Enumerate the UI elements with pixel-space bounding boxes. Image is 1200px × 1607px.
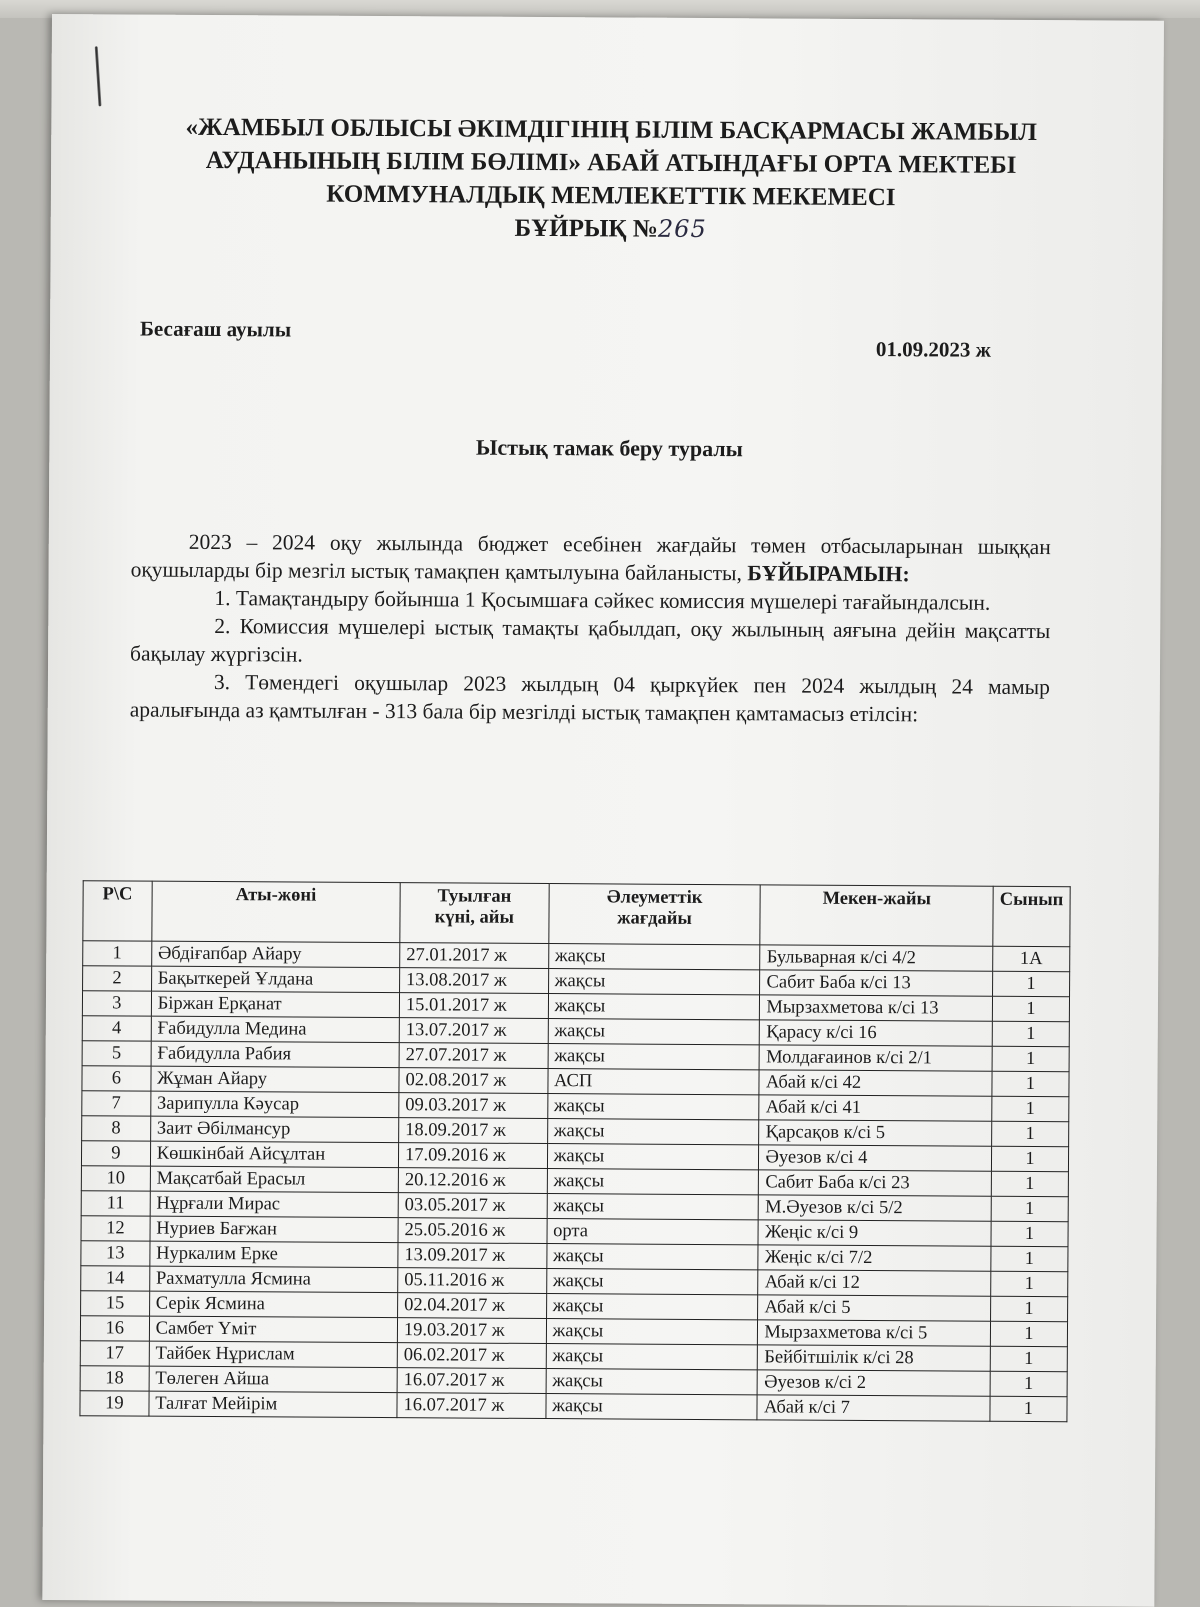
cell-status: жақсы [546, 1319, 758, 1345]
cell-address: Жеңіс к/сі 7/2 [758, 1245, 991, 1271]
cell-class: 1 [991, 1221, 1068, 1246]
order-line [111, 209, 1111, 248]
cell-birth: 02.04.2017 ж [398, 1293, 547, 1319]
cell-num: 1 [83, 941, 152, 966]
order-number-handwritten: 265 [657, 214, 707, 244]
cell-address: Абай к/сі 12 [758, 1270, 991, 1296]
cell-num: 18 [80, 1366, 149, 1391]
cell-num: 12 [81, 1216, 150, 1241]
cell-class: 1 [992, 1021, 1069, 1046]
cell-status: жақсы [547, 1169, 759, 1195]
cell-birth: 27.07.2017 ж [399, 1043, 548, 1069]
cell-name: Талғат Мейірім [149, 1391, 397, 1418]
cell-birth: 15.01.2017 ж [399, 993, 548, 1019]
header-num: Р\С [83, 881, 152, 941]
cell-name: Заит Әбілмансур [150, 1116, 398, 1143]
cell-birth: 25.05.2016 ж [398, 1218, 547, 1244]
cell-num: 2 [83, 966, 152, 991]
cell-birth: 27.01.2017 ж [400, 943, 549, 969]
cell-address: М.Әуезов к/сі 5/2 [759, 1195, 992, 1221]
header-social [548, 884, 760, 945]
cell-address: Әуезов к/сі 4 [759, 1145, 992, 1171]
cell-name: Біржан Ерқанат [151, 991, 399, 1018]
place-name: Бесағаш ауылы [140, 316, 292, 342]
cell-class: 1 [990, 1346, 1067, 1371]
cell-class: 1А [993, 946, 1070, 971]
header-birth-line-1: Туылған [437, 886, 512, 907]
cell-birth: 06.02.2017 ж [397, 1343, 546, 1369]
cell-class: 1 [991, 1271, 1068, 1296]
cell-status: жақсы [547, 1194, 759, 1220]
table-body [80, 941, 1070, 1422]
cell-class: 1 [990, 1396, 1067, 1421]
cell-birth: 13.08.2017 ж [400, 968, 549, 994]
cell-status: жақсы [548, 1019, 760, 1045]
cell-address: Қарсақов к/сі 5 [759, 1120, 992, 1146]
cell-status: жақсы [547, 1094, 759, 1120]
cell-num: 11 [81, 1191, 150, 1216]
cell-birth: 13.07.2017 ж [399, 1018, 548, 1044]
cell-address: Абай к/сі 7 [757, 1395, 990, 1421]
cell-class: 1 [992, 1071, 1069, 1096]
cell-status: жақсы [546, 1294, 758, 1320]
header-birth-line-2: күні, айы [434, 907, 514, 928]
decree-word: БҰЙЫРАМЫН: [747, 560, 910, 587]
cell-birth: 13.09.2017 ж [398, 1243, 547, 1269]
cell-class: 1 [990, 1321, 1067, 1346]
cell-name: Рахматулла Ясмина [149, 1266, 397, 1293]
cell-address: Қарасу к/сі 16 [760, 1020, 993, 1046]
header-line-3: КОММУНАЛДЫҚ МЕМЛЕКЕТТІК МЕКЕМЕСІ [326, 180, 896, 212]
cell-class: 1 [991, 1196, 1068, 1221]
cell-address: Абай к/сі 42 [759, 1070, 992, 1096]
cell-class: 1 [991, 1146, 1068, 1171]
header-birth [400, 883, 549, 944]
cell-address: Сабит Баба к/сі 13 [760, 970, 993, 996]
cell-birth: 03.05.2017 ж [398, 1193, 547, 1219]
document-title: Ыстық тамак беру туралы [475, 434, 743, 462]
cell-address: Мырзахметова к/сі 13 [760, 995, 993, 1021]
cell-name: Көшкінбай Айсұлтан [150, 1141, 398, 1168]
cell-status: жақсы [546, 1344, 758, 1370]
cell-name: Зарипулла Кәусар [150, 1091, 398, 1118]
header-name: Аты-жөні [152, 881, 401, 943]
cell-class: 1 [992, 1046, 1069, 1071]
cell-class: 1 [992, 971, 1069, 996]
header-address: Мекен-жайы [760, 885, 993, 946]
cell-birth: 16.07.2017 ж [397, 1368, 546, 1394]
cell-num: 16 [80, 1316, 149, 1341]
cell-name: Әбдіғапбар Айару [151, 941, 399, 968]
cell-name: Нуриев Бағжан [150, 1216, 398, 1243]
cell-num: 6 [82, 1066, 151, 1091]
cell-class: 1 [990, 1296, 1067, 1321]
cell-status: орта [547, 1219, 759, 1245]
cell-address: Сабит Баба к/сі 23 [759, 1170, 992, 1196]
order-label: БҰЙРЫҚ № [514, 214, 659, 243]
table-header-row [83, 881, 1070, 947]
cell-name: Бақыткерей Ұлдана [151, 966, 399, 993]
cell-address: Бульварная к/сі 4/2 [760, 945, 993, 971]
cell-address: Бейбітшілік к/сі 28 [758, 1345, 991, 1371]
intro-text: 2023 – 2024 оқу жылында бюджет есебінен жағдайы төмен отбасыларынан шыққан оқушыларды бір мезгіл ыстық тамақпен қамтылуына байланысты, [130, 529, 1051, 586]
cell-num: 19 [80, 1391, 149, 1416]
cell-address: Жеңіс к/сі 9 [758, 1220, 991, 1246]
header-line-1: «ЖАМБЫЛ ОБЛЫСЫ ӘКІМДІГІНІҢ БІЛІМ БАСҚАРМАСЫ ЖАМБЫЛ [185, 113, 1038, 147]
item-1: 1. Тамақтандыру бойынша 1 Қосымшаға сәйкес комиссия мүшелері тағайындалсын. [214, 586, 991, 615]
cell-name: Нуркалим Ерке [150, 1241, 398, 1268]
cell-birth: 18.09.2017 ж [399, 1118, 548, 1144]
cell-status: жақсы [547, 1119, 759, 1145]
cell-class: 1 [990, 1371, 1067, 1396]
cell-class: 1 [991, 1246, 1068, 1271]
cell-name: Самбет Үміт [149, 1316, 397, 1343]
header-line-2: АУДАНЫНЫҢ БІЛІМ БӨЛІМІ» АБАЙ АТЫНДАҒЫ ОРТА МЕКТЕБІ [205, 146, 1017, 179]
cell-name: Төлеген Айша [149, 1366, 397, 1393]
cell-birth: 09.03.2017 ж [399, 1093, 548, 1119]
cell-num: 8 [82, 1116, 151, 1141]
cell-address: Молдағаинов к/сі 2/1 [760, 1045, 993, 1071]
cell-name: Ғабидулла Медина [151, 1016, 399, 1043]
header-social-line-2: жағдайы [617, 908, 692, 929]
cell-class: 1 [992, 1096, 1069, 1121]
cell-birth: 17.09.2016 ж [398, 1143, 547, 1169]
header-social-line-1: Әлеуметтік [606, 887, 703, 908]
cell-num: 15 [81, 1291, 150, 1316]
cell-num: 3 [82, 991, 151, 1016]
cell-num: 9 [81, 1141, 150, 1166]
document-date: 01.09.2023 ж [875, 337, 992, 362]
cell-status: жақсы [548, 994, 760, 1020]
table-row [80, 1391, 1067, 1422]
cell-num: 7 [82, 1091, 151, 1116]
cell-status: жақсы [546, 1369, 758, 1395]
cell-address: Әуезов к/сі 2 [758, 1370, 991, 1396]
cell-birth: 05.11.2016 ж [398, 1268, 547, 1294]
cell-class: 1 [992, 1121, 1069, 1146]
cell-num: 17 [80, 1341, 149, 1366]
cell-birth: 20.12.2016 ж [398, 1168, 547, 1194]
cell-address: Мырзахметова к/сі 5 [758, 1320, 991, 1346]
cell-num: 10 [81, 1166, 150, 1191]
students-table-wrap [79, 880, 1070, 1422]
cell-birth: 16.07.2017 ж [397, 1393, 546, 1419]
cell-birth: 19.03.2017 ж [397, 1318, 546, 1344]
document-page [42, 14, 1164, 1607]
cell-name: Мақсатбай Ерасыл [150, 1166, 398, 1193]
staple-mark [95, 46, 102, 106]
cell-name: Жұман Айару [151, 1066, 399, 1093]
students-table [79, 880, 1070, 1422]
cell-address: Абай к/сі 5 [758, 1295, 991, 1321]
cell-status: жақсы [548, 969, 760, 995]
document-header [111, 110, 1112, 248]
cell-status: жақсы [548, 944, 760, 970]
cell-address: Абай к/сі 41 [759, 1095, 992, 1121]
cell-status: жақсы [547, 1144, 759, 1170]
cell-num: 5 [82, 1041, 151, 1066]
cell-num: 14 [81, 1266, 150, 1291]
item-2: 2. Комиссия мүшелері ыстық тамақты қабылдап, оқу жылының аяғына дейін мақсатты бақылау жүргізсін. [130, 614, 1051, 667]
cell-status: жақсы [548, 1044, 760, 1070]
cell-num: 4 [82, 1016, 151, 1041]
header-class: Сынып [993, 886, 1070, 946]
document-body [130, 527, 1051, 729]
cell-num: 13 [81, 1241, 150, 1266]
cell-status: жақсы [546, 1394, 758, 1420]
cell-name: Ғабидулла Рабия [151, 1041, 399, 1068]
cell-status: жақсы [546, 1244, 758, 1270]
item-3: 3. Төмендегі оқушылар 2023 жылдың 04 қыркүйек пен 2024 жылдың 24 мамыр аралығында аз қамтылған - 313 бала бір мезгілді ыстық тамақпен қамтамасыз етілсін: [129, 670, 1050, 727]
cell-name: Серік Ясмина [149, 1291, 397, 1318]
cell-class: 1 [991, 1171, 1068, 1196]
cell-name: Тайбек Нұрислам [149, 1341, 397, 1368]
cell-birth: 02.08.2017 ж [399, 1068, 548, 1094]
cell-class: 1 [992, 996, 1069, 1021]
cell-status: жақсы [546, 1269, 758, 1295]
intro-paragraph [131, 527, 1051, 589]
cell-status: АСП [548, 1069, 760, 1095]
cell-name: Нұрғали Мирас [150, 1191, 398, 1218]
